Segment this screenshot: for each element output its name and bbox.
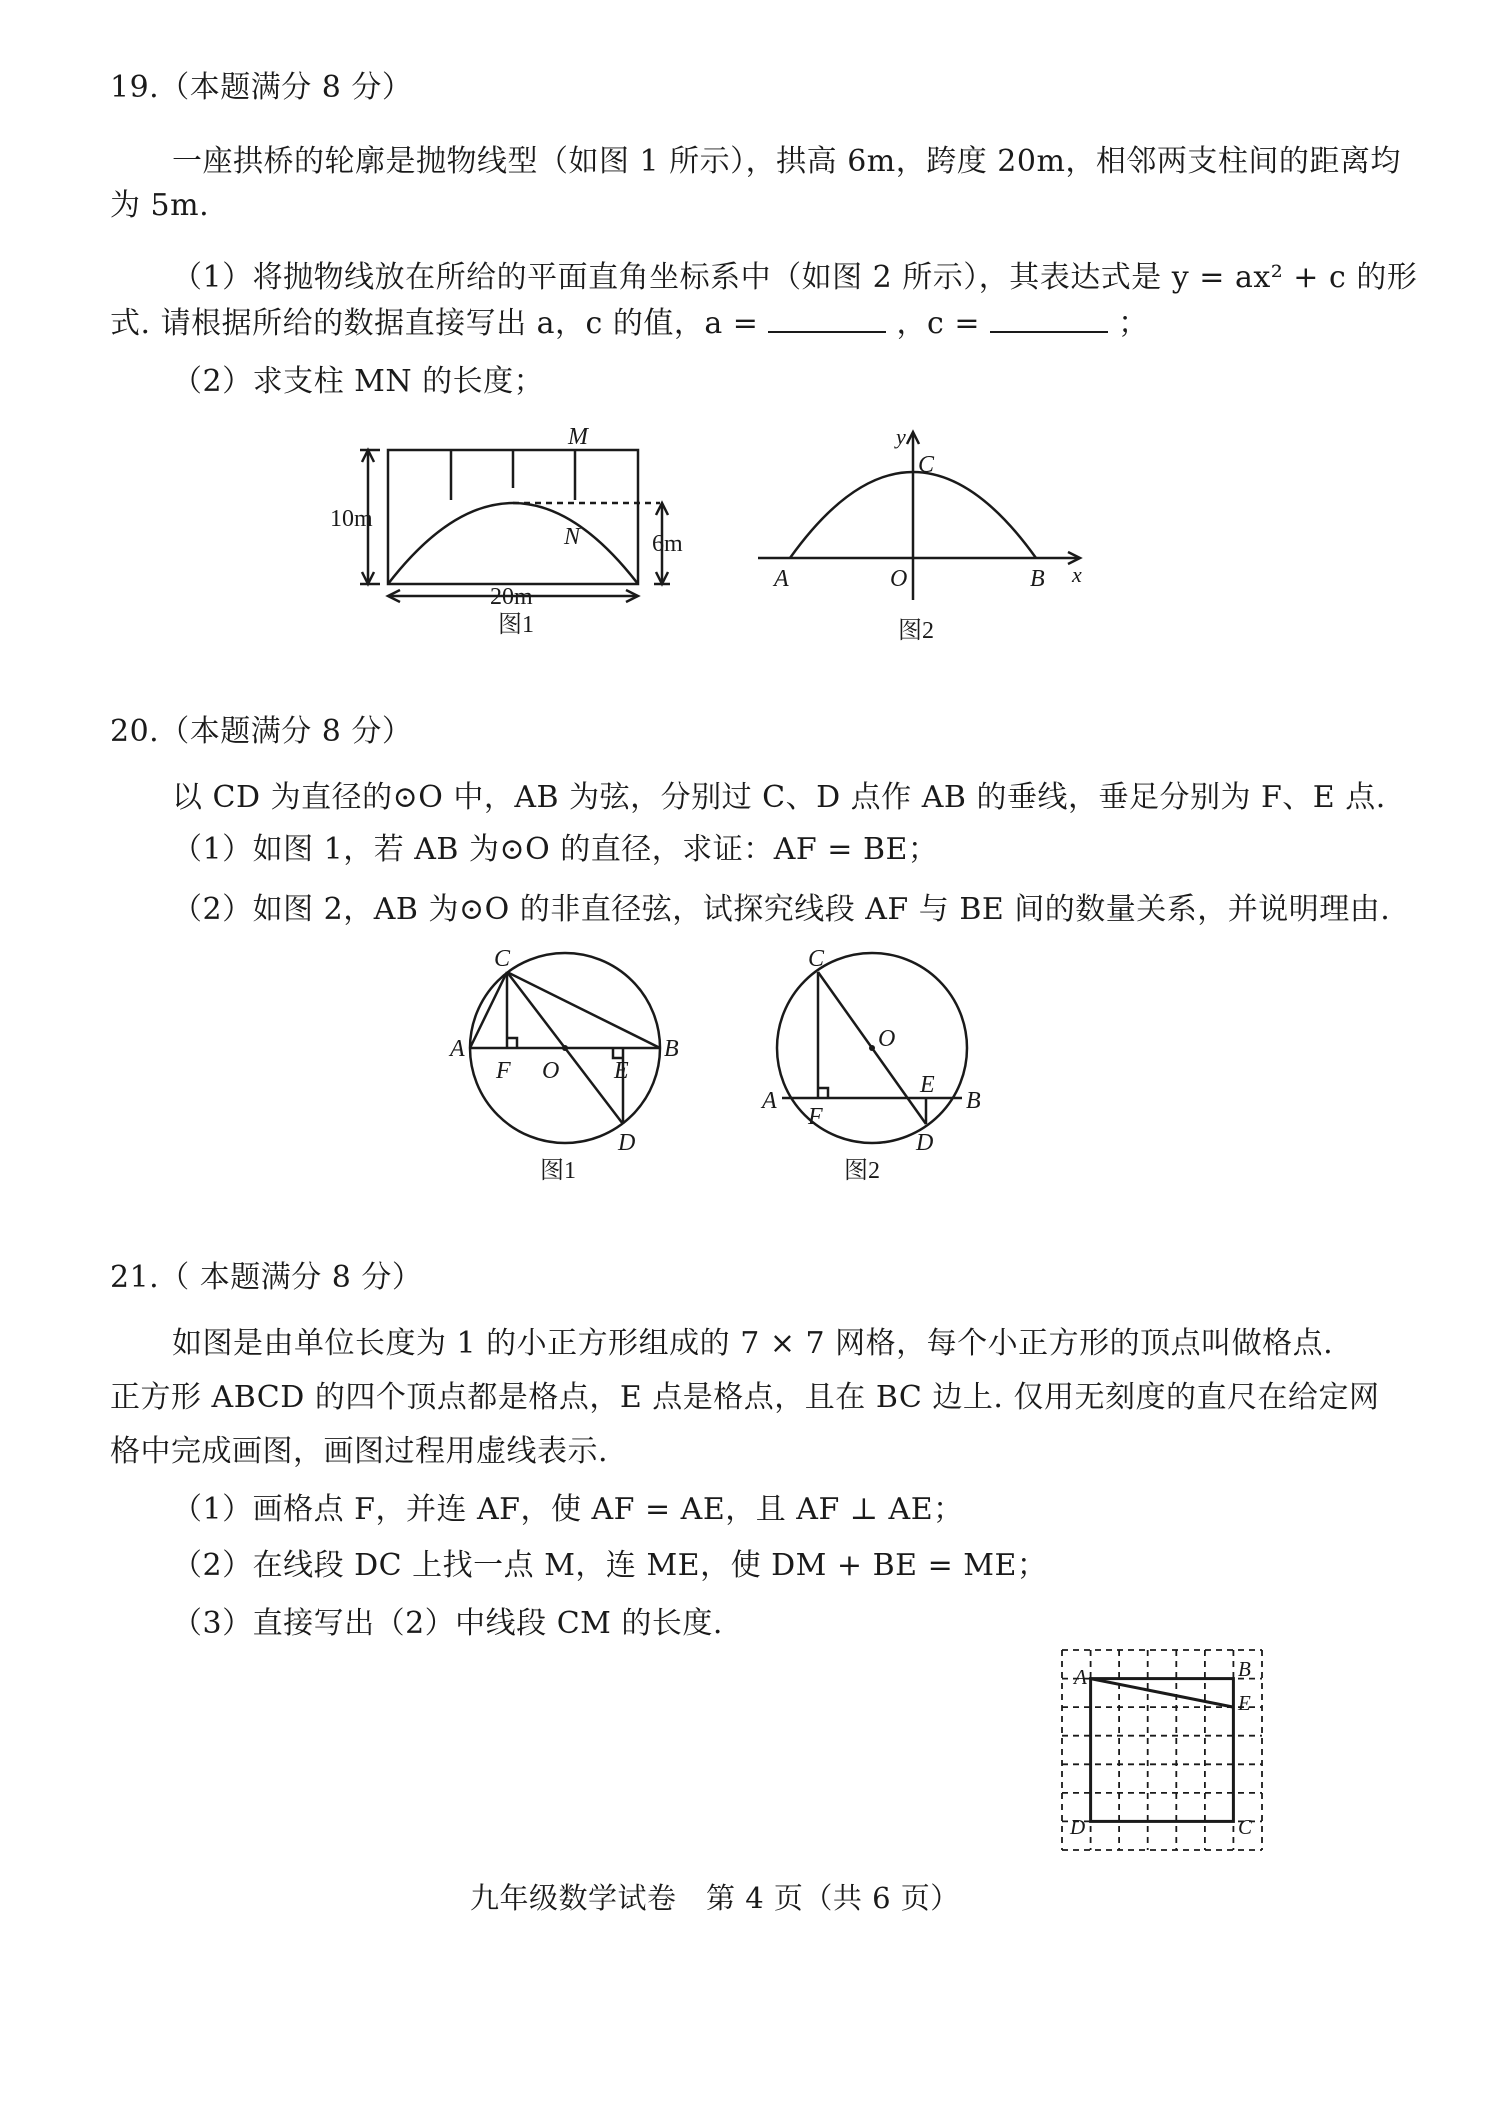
label-C: C [494, 946, 511, 972]
label-6m: 6m [652, 531, 683, 557]
label-O: O [878, 1026, 896, 1052]
q19-part1-b-text2: ，c = [896, 306, 980, 341]
q21-part2: （2）在线段 DC 上找一点 M，连 ME，使 DM + BE = ME； [172, 1548, 1048, 1583]
q20-paragraph-1: 以 CD 为直径的⊙O 中，AB 为弦，分别过 C、D 点作 AB 的垂线，垂足分别为 F、E 点. [172, 780, 1386, 815]
label-C: C [808, 946, 825, 972]
q19-paragraph-1a: 一座拱桥的轮廓是抛物线型（如图 1 所示），拱高 6m，跨度 20m，相邻两支柱间的距离均 [172, 144, 1401, 179]
label-B: B [1030, 566, 1045, 592]
label-A: A [774, 566, 789, 592]
label-F: F [496, 1058, 511, 1084]
bridge-arch [388, 503, 638, 584]
caption-figure-1: 图1 [540, 1158, 576, 1184]
label-x: x [1072, 562, 1082, 587]
label-M: M [568, 424, 588, 450]
q21-paragraph-2: 正方形 ABCD 的四个顶点都是格点，E 点是格点，且在 BC 边上. 仅用无刻度的直尺在给定网 [110, 1380, 1380, 1415]
label-O: O [890, 566, 908, 592]
label-E: E [1238, 1691, 1251, 1715]
q21-grid-figure [1052, 1640, 1282, 1862]
q20-title: 20.（本题满分 8 分） [110, 714, 413, 749]
label-A: A [762, 1088, 777, 1114]
q21-title: 21.（ 本题满分 8 分） [110, 1260, 423, 1295]
q19-part1-b-text1: 式. 请根据所给的数据直接写出 a，c 的值，a = [110, 306, 759, 341]
label-E: E [920, 1072, 935, 1098]
label-10m: 10m [330, 506, 373, 532]
caption-figure-2: 图2 [898, 618, 934, 644]
segment-CA [470, 972, 507, 1048]
answer-blank-c[interactable] [990, 305, 1108, 333]
segment-AE [1091, 1679, 1234, 1708]
label-B: B [664, 1036, 679, 1062]
q21-paragraph-1: 如图是由单位长度为 1 的小正方形组成的 7 × 7 网格，每个小正方形的顶点叫做格点. [172, 1326, 1334, 1361]
caption-figure-2: 图2 [844, 1158, 880, 1184]
label-O: O [542, 1058, 560, 1084]
label-y: y [896, 424, 906, 449]
segment-CB [507, 972, 660, 1048]
q19-part1-a: （1）将抛物线放在所给的平面直角坐标系中（如图 2 所示），其表达式是 y = ax² + c 的形 [172, 260, 1418, 295]
q21-part1: （1）画格点 F，并连 AF，使 AF = AE，且 AF ⊥ AE； [172, 1492, 964, 1527]
q19-part2: （2）求支柱 MN 的长度； [172, 364, 545, 399]
q19-figure-2 [750, 420, 1100, 650]
label-A: A [450, 1036, 465, 1062]
q19-part1-b-text3: ； [1118, 306, 1149, 341]
label-E: E [614, 1058, 629, 1084]
q20-part1: （1）如图 1，若 AB 为⊙O 的直径，求证：AF = BE； [172, 832, 939, 867]
label-D: D [916, 1130, 934, 1156]
q21-paragraph-3: 格中完成画图，画图过程用虚线表示. [110, 1434, 609, 1469]
caption-figure-1: 图1 [498, 612, 534, 638]
q21-part3: （3）直接写出（2）中线段 CM 的长度. [172, 1606, 723, 1641]
q20-figure-2 [752, 942, 1012, 1192]
page-footer: 九年级数学试卷 第 4 页（共 6 页） [470, 1881, 960, 1915]
label-D: D [1070, 1815, 1086, 1839]
label-N: N [564, 524, 581, 550]
q19-title: 19.（本题满分 8 分） [110, 70, 413, 105]
square-ABCD [1091, 1679, 1234, 1822]
label-B: B [1238, 1657, 1251, 1681]
q19-paragraph-1b: 为 5m. [110, 188, 210, 223]
q19-figure-1 [330, 420, 710, 640]
label-20m: 20m [490, 584, 533, 610]
q19-part1-b [110, 304, 1149, 344]
label-D: D [618, 1130, 636, 1156]
label-C: C [918, 452, 935, 478]
label-B: B [966, 1088, 981, 1114]
q20-figure-1 [440, 942, 700, 1192]
q20-part2: （2）如图 2，AB 为⊙O 的非直径弦，试探究线段 AF 与 BE 间的数量关系，并说明理由. [172, 892, 1391, 927]
label-F: F [808, 1104, 823, 1130]
label-A: A [1074, 1665, 1087, 1689]
label-C: C [1238, 1815, 1253, 1839]
answer-blank-a[interactable] [768, 305, 886, 333]
